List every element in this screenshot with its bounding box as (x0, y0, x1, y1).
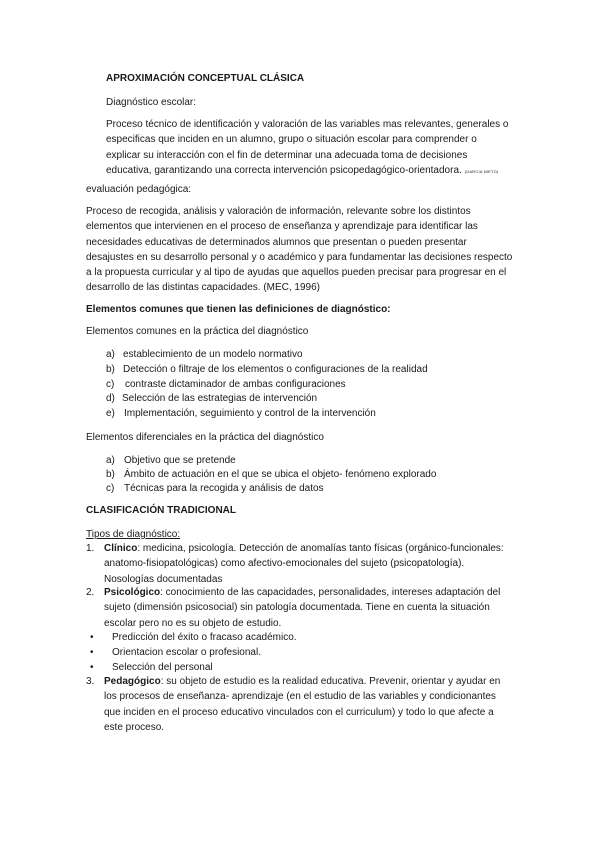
bullet-text: Orientacion escolar o profesional. (112, 647, 261, 658)
evaluacion-definition (86, 204, 512, 296)
list-text: Implementación, seguimiento y control de la intervención (124, 408, 376, 419)
list-label: b) (106, 469, 115, 480)
type-line (104, 585, 500, 600)
list-label: a) (106, 455, 115, 466)
list-label: c) (106, 483, 115, 494)
diag-line-text: educativa, garantizando una correcta intervención psicopedagógico-orientadora. (106, 164, 462, 176)
type-line: que inciden en el proceso educativo vinculados con el curriculum) y todo lo que afecte a (104, 706, 494, 718)
bullet-text: Predicción del éxito o fracaso académico. (112, 632, 297, 643)
diag-line: especificas que inciden en un alumno, grupo o situación escolar para comprender o (106, 134, 477, 146)
eval-line: a la propuesta curricular y al tipo de ayudas que aquellos pueden precisar para progresar en el (86, 267, 507, 279)
eval-line: necesidades educativas de determinados alumnos que presentan o pueden presentar (86, 236, 467, 248)
type-text: : conocimiento de las capacidades, personalidades, intereses adaptación del (160, 587, 501, 598)
diag-line: explicar su interacción con el fin de determinar una adecuada toma de decisiones (106, 149, 468, 161)
type-clinico (104, 541, 504, 587)
list-text: establecimiento de un modelo normativo (123, 349, 303, 360)
practice-common-label: Elementos comunes en la práctica del diagnóstico (86, 326, 309, 337)
list-label: b) (106, 364, 115, 375)
diagnostico-definition (106, 117, 508, 179)
type-line: Nosologías documentadas (104, 573, 223, 585)
type-text: : medicina, psicología. Detección de anomalías tanto físicas (orgánico-funcionales: (137, 543, 504, 554)
type-line: este proceso. (104, 721, 165, 733)
list-label: e) (106, 408, 115, 419)
list-text: Selección de las estrategias de intervención (122, 393, 318, 404)
list-text: Objetivo que se pretende (124, 455, 236, 466)
eval-line: elementos que intervienen en el proceso de enseñanza y aprendizaje para identificar las (86, 221, 478, 233)
type-psicologico (104, 585, 500, 631)
type-line: anatomo-fisiopatológicas) como afectivo-emocionales del sujeto (psicopatología). (104, 558, 465, 570)
bullet-icon: • (90, 647, 94, 658)
diag-line-last (106, 163, 508, 179)
eval-line: desarrollo de las distintas capacidades. (MEC, 1996) (86, 282, 321, 294)
types-label: Tipos de diagnóstico: (86, 529, 181, 540)
type-line (104, 541, 504, 556)
practice-diff-label: Elementos diferenciales en la práctica del diagnóstico (86, 432, 324, 443)
list-text: Detección o filtraje de los elementos o configuraciones de la realidad (123, 364, 428, 375)
list-label: a) (106, 349, 115, 360)
evaluacion-label: evaluación pedagógica: (86, 184, 192, 195)
type-line: sujeto (dimensión psicosocial) sin patología documentada. Tiene en cuenta la situación (104, 602, 490, 614)
type-line: los procesos de enseñanza- aprendizaje (en el estudio de las variables y condicionantes (104, 691, 496, 703)
type-name: Psicológico (104, 587, 161, 598)
diagnostico-escolar-label: Diagnóstico escolar: (106, 97, 197, 108)
list-text: contraste dictaminador de ambas configuraciones (125, 379, 346, 390)
type-line (104, 674, 500, 689)
type-name: Pedagógico (104, 676, 161, 687)
heading-conceptual: APROXIMACIÓN CONCEPTUAL CLÁSICA (106, 73, 305, 84)
type-text: : su objeto de estudio es la realidad educativa. Prevenir, orientar y ayudar en (160, 676, 501, 687)
list-text: Ámbito de actuación en el que se ubica el objeto- fenómeno explorado (124, 469, 437, 480)
citation: (GARCIA NIETO) (464, 168, 499, 174)
bullet-text: Selección del personal (112, 662, 213, 673)
common-elements-heading: Elementos comunes que tienen las definiciones de diagnóstico: (86, 304, 391, 315)
type-pedagogico (104, 674, 500, 735)
type-name: Clínico (104, 543, 138, 554)
eval-line: Proceso de recogida, análisis y valoración de información, relevante sobre los distintos (86, 206, 471, 217)
type-number: 3. (86, 676, 95, 687)
list-text: Técnicas para la recogida y análisis de datos (124, 483, 324, 494)
type-line: escolar pero no es su objeto de estudio. (104, 617, 282, 629)
eval-line: desajustes en su desarrollo personal y o académico y para fundamentar las decisiones respecto (86, 251, 513, 263)
type-number: 1. (86, 543, 95, 554)
list-label: d) (106, 393, 115, 404)
bullet-icon: • (90, 632, 94, 643)
bullet-icon: • (90, 662, 94, 673)
type-number: 2. (86, 587, 95, 598)
heading-traditional: CLASIFICACIÓN TRADICIONAL (86, 505, 236, 516)
diag-line: Proceso técnico de identificación y valoración de las variables mas relevantes, generales o (106, 119, 509, 130)
list-label: c) (106, 379, 115, 390)
